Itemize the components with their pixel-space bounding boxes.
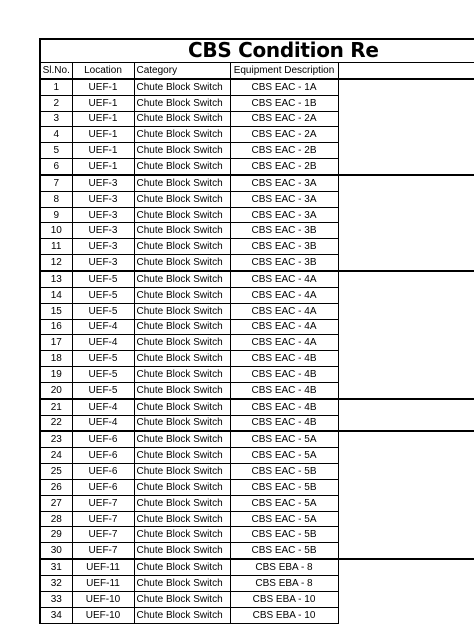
table-row — [41, 415, 474, 431]
row-sl-no: 32 — [41, 576, 72, 592]
row-sl-no: 24 — [41, 448, 72, 464]
table-row — [41, 607, 474, 623]
row-equipment: CBS EAC - 5B — [230, 464, 338, 480]
table-row — [41, 367, 474, 383]
row-sl-no: 28 — [41, 511, 72, 527]
row-sl-no: 30 — [41, 543, 72, 559]
row-equipment: CBS EAC - 3B — [230, 255, 338, 271]
row-sl-no: 5 — [41, 143, 72, 159]
row-location: UEF-3 — [72, 239, 134, 255]
table-row — [41, 255, 474, 271]
table-row — [41, 543, 474, 559]
row-overflow — [338, 367, 474, 383]
table-row — [41, 191, 474, 207]
row-category: Chute Block Switch — [134, 559, 230, 575]
row-overflow — [338, 111, 474, 127]
row-location: UEF-3 — [72, 255, 134, 271]
row-overflow — [338, 576, 474, 592]
row-overflow — [338, 127, 474, 143]
table-row — [41, 591, 474, 607]
row-sl-no: 25 — [41, 464, 72, 480]
row-location: UEF-11 — [72, 559, 134, 575]
row-sl-no: 22 — [41, 415, 72, 431]
row-category: Chute Block Switch — [134, 95, 230, 111]
table-row — [41, 431, 474, 447]
row-overflow — [338, 431, 474, 447]
table-row — [41, 303, 474, 319]
row-equipment: CBS EAC - 5A — [230, 448, 338, 464]
row-sl-no: 14 — [41, 287, 72, 303]
row-equipment: CBS EAC - 3B — [230, 239, 338, 255]
table-row — [41, 495, 474, 511]
row-location: UEF-5 — [72, 287, 134, 303]
row-category: Chute Block Switch — [134, 143, 230, 159]
row-location: UEF-1 — [72, 111, 134, 127]
row-overflow — [338, 351, 474, 367]
row-equipment: CBS EAC - 4B — [230, 415, 338, 431]
row-overflow — [338, 319, 474, 335]
row-category: Chute Block Switch — [134, 479, 230, 495]
row-sl-no: 17 — [41, 335, 72, 351]
row-sl-no: 7 — [41, 175, 72, 191]
row-location: UEF-7 — [72, 527, 134, 543]
row-equipment: CBS EAC - 5B — [230, 543, 338, 559]
row-location: UEF-7 — [72, 511, 134, 527]
table-row — [41, 464, 474, 480]
row-overflow — [338, 415, 474, 431]
table-row — [41, 351, 474, 367]
row-equipment: CBS EBA - 10 — [230, 591, 338, 607]
row-sl-no: 15 — [41, 303, 72, 319]
row-sl-no: 6 — [41, 159, 72, 175]
row-overflow — [338, 239, 474, 255]
row-overflow — [338, 255, 474, 271]
row-equipment: CBS EAC - 5B — [230, 479, 338, 495]
row-equipment: CBS EAC - 3B — [230, 223, 338, 239]
row-location: UEF-5 — [72, 271, 134, 287]
table-row — [41, 319, 474, 335]
header-sl-no: Sl.No. — [41, 63, 72, 79]
row-equipment: CBS EAC - 4B — [230, 351, 338, 367]
header-location: Location — [72, 63, 134, 79]
row-location: UEF-1 — [72, 127, 134, 143]
row-equipment: CBS EAC - 4A — [230, 271, 338, 287]
row-overflow — [338, 399, 474, 415]
row-sl-no: 4 — [41, 127, 72, 143]
table-row — [41, 399, 474, 415]
row-category: Chute Block Switch — [134, 175, 230, 191]
table-row — [41, 239, 474, 255]
row-location: UEF-1 — [72, 79, 134, 95]
row-equipment: CBS EAC - 3A — [230, 175, 338, 191]
row-location: UEF-4 — [72, 399, 134, 415]
row-equipment: CBS EBA - 8 — [230, 576, 338, 592]
row-category: Chute Block Switch — [134, 367, 230, 383]
row-category: Chute Block Switch — [134, 399, 230, 415]
row-equipment: CBS EAC - 5A — [230, 511, 338, 527]
row-category: Chute Block Switch — [134, 543, 230, 559]
table-row — [41, 207, 474, 223]
row-sl-no: 34 — [41, 607, 72, 623]
row-location: UEF-4 — [72, 415, 134, 431]
row-sl-no: 11 — [41, 239, 72, 255]
row-category: Chute Block Switch — [134, 415, 230, 431]
header-equipment: Equipment Description — [230, 63, 338, 79]
row-overflow — [338, 479, 474, 495]
row-overflow — [338, 448, 474, 464]
row-category: Chute Block Switch — [134, 239, 230, 255]
row-sl-no: 2 — [41, 95, 72, 111]
row-sl-no: 18 — [41, 351, 72, 367]
row-sl-no: 9 — [41, 207, 72, 223]
row-location: UEF-1 — [72, 143, 134, 159]
row-overflow — [338, 95, 474, 111]
row-sl-no: 23 — [41, 431, 72, 447]
row-location: UEF-10 — [72, 591, 134, 607]
row-category: Chute Block Switch — [134, 382, 230, 398]
header-row — [41, 63, 474, 79]
row-category: Chute Block Switch — [134, 127, 230, 143]
row-location: UEF-5 — [72, 351, 134, 367]
row-overflow — [338, 79, 474, 95]
row-equipment: CBS EAC - 4A — [230, 319, 338, 335]
row-location: UEF-6 — [72, 448, 134, 464]
row-overflow — [338, 495, 474, 511]
row-equipment: CBS EAC - 4A — [230, 287, 338, 303]
row-location: UEF-5 — [72, 303, 134, 319]
title-row — [41, 40, 474, 63]
table-row — [41, 223, 474, 239]
row-location: UEF-5 — [72, 382, 134, 398]
row-category: Chute Block Switch — [134, 591, 230, 607]
row-location: UEF-4 — [72, 335, 134, 351]
row-sl-no: 1 — [41, 79, 72, 95]
row-location: UEF-10 — [72, 607, 134, 623]
row-location: UEF-3 — [72, 175, 134, 191]
row-location: UEF-7 — [72, 495, 134, 511]
row-category: Chute Block Switch — [134, 319, 230, 335]
table-row — [41, 271, 474, 287]
row-sl-no: 33 — [41, 591, 72, 607]
row-category: Chute Block Switch — [134, 191, 230, 207]
row-location: UEF-1 — [72, 95, 134, 111]
row-equipment: CBS EAC - 5B — [230, 527, 338, 543]
row-overflow — [338, 543, 474, 559]
row-overflow — [338, 464, 474, 480]
row-category: Chute Block Switch — [134, 271, 230, 287]
row-overflow — [338, 223, 474, 239]
row-location: UEF-4 — [72, 319, 134, 335]
table-row — [41, 95, 474, 111]
row-overflow — [338, 335, 474, 351]
table-row — [41, 559, 474, 575]
row-equipment: CBS EAC - 3A — [230, 191, 338, 207]
row-category: Chute Block Switch — [134, 448, 230, 464]
row-overflow — [338, 527, 474, 543]
table-row — [41, 479, 474, 495]
table-row — [41, 127, 474, 143]
row-sl-no: 8 — [41, 191, 72, 207]
row-location: UEF-5 — [72, 367, 134, 383]
row-sl-no: 16 — [41, 319, 72, 335]
row-sl-no: 10 — [41, 223, 72, 239]
row-category: Chute Block Switch — [134, 159, 230, 175]
row-category: Chute Block Switch — [134, 527, 230, 543]
row-equipment: CBS EAC - 1A — [230, 79, 338, 95]
row-location: UEF-1 — [72, 159, 134, 175]
header-category: Category — [134, 63, 230, 79]
row-location: UEF-6 — [72, 479, 134, 495]
row-location: UEF-3 — [72, 191, 134, 207]
row-equipment: CBS EAC - 2A — [230, 111, 338, 127]
row-category: Chute Block Switch — [134, 111, 230, 127]
row-sl-no: 29 — [41, 527, 72, 543]
row-category: Chute Block Switch — [134, 351, 230, 367]
row-location: UEF-11 — [72, 576, 134, 592]
row-location: UEF-6 — [72, 464, 134, 480]
row-overflow — [338, 143, 474, 159]
row-equipment: CBS EAC - 2B — [230, 159, 338, 175]
row-sl-no: 12 — [41, 255, 72, 271]
row-sl-no: 13 — [41, 271, 72, 287]
row-sl-no: 26 — [41, 479, 72, 495]
row-sl-no: 27 — [41, 495, 72, 511]
table-row — [41, 382, 474, 398]
row-equipment: CBS EAC - 5A — [230, 495, 338, 511]
row-category: Chute Block Switch — [134, 223, 230, 239]
table-body — [41, 79, 474, 623]
report-title: CBS Condition Re — [188, 40, 379, 62]
row-sl-no: 21 — [41, 399, 72, 415]
row-equipment: CBS EAC - 4A — [230, 303, 338, 319]
row-overflow — [338, 175, 474, 191]
row-equipment: CBS EAC - 2A — [230, 127, 338, 143]
table-row — [41, 79, 474, 95]
row-equipment: CBS EAC - 4B — [230, 399, 338, 415]
row-category: Chute Block Switch — [134, 207, 230, 223]
row-equipment: CBS EAC - 5A — [230, 431, 338, 447]
table-row — [41, 527, 474, 543]
row-category: Chute Block Switch — [134, 303, 230, 319]
row-equipment: CBS EAC - 4B — [230, 367, 338, 383]
row-overflow — [338, 382, 474, 398]
table-row — [41, 111, 474, 127]
report-sheet — [39, 38, 474, 624]
row-location: UEF-7 — [72, 543, 134, 559]
table-row — [41, 175, 474, 191]
table-row — [41, 159, 474, 175]
table-row — [41, 287, 474, 303]
row-sl-no: 3 — [41, 111, 72, 127]
row-equipment: CBS EAC - 3A — [230, 207, 338, 223]
table-row — [41, 335, 474, 351]
condition-table — [41, 63, 474, 624]
row-category: Chute Block Switch — [134, 431, 230, 447]
header-overflow — [338, 63, 474, 79]
row-equipment: CBS EAC - 2B — [230, 143, 338, 159]
row-overflow — [338, 303, 474, 319]
row-overflow — [338, 511, 474, 527]
row-overflow — [338, 191, 474, 207]
row-category: Chute Block Switch — [134, 464, 230, 480]
table-row — [41, 511, 474, 527]
row-sl-no: 19 — [41, 367, 72, 383]
row-category: Chute Block Switch — [134, 287, 230, 303]
row-overflow — [338, 159, 474, 175]
row-category: Chute Block Switch — [134, 511, 230, 527]
row-category: Chute Block Switch — [134, 495, 230, 511]
row-overflow — [338, 271, 474, 287]
row-equipment: CBS EBA - 8 — [230, 559, 338, 575]
row-equipment: CBS EAC - 1B — [230, 95, 338, 111]
row-sl-no: 20 — [41, 382, 72, 398]
row-location: UEF-3 — [72, 223, 134, 239]
row-overflow — [338, 559, 474, 575]
row-category: Chute Block Switch — [134, 576, 230, 592]
row-overflow — [338, 607, 474, 623]
table-row — [41, 448, 474, 464]
row-category: Chute Block Switch — [134, 607, 230, 623]
row-category: Chute Block Switch — [134, 335, 230, 351]
row-equipment: CBS EAC - 4A — [230, 335, 338, 351]
row-overflow — [338, 591, 474, 607]
row-category: Chute Block Switch — [134, 255, 230, 271]
row-sl-no: 31 — [41, 559, 72, 575]
table-row — [41, 576, 474, 592]
row-category: Chute Block Switch — [134, 79, 230, 95]
row-equipment: CBS EBA - 10 — [230, 607, 338, 623]
table-row — [41, 143, 474, 159]
row-location: UEF-6 — [72, 431, 134, 447]
row-overflow — [338, 287, 474, 303]
row-equipment: CBS EAC - 4B — [230, 382, 338, 398]
row-location: UEF-3 — [72, 207, 134, 223]
row-overflow — [338, 207, 474, 223]
